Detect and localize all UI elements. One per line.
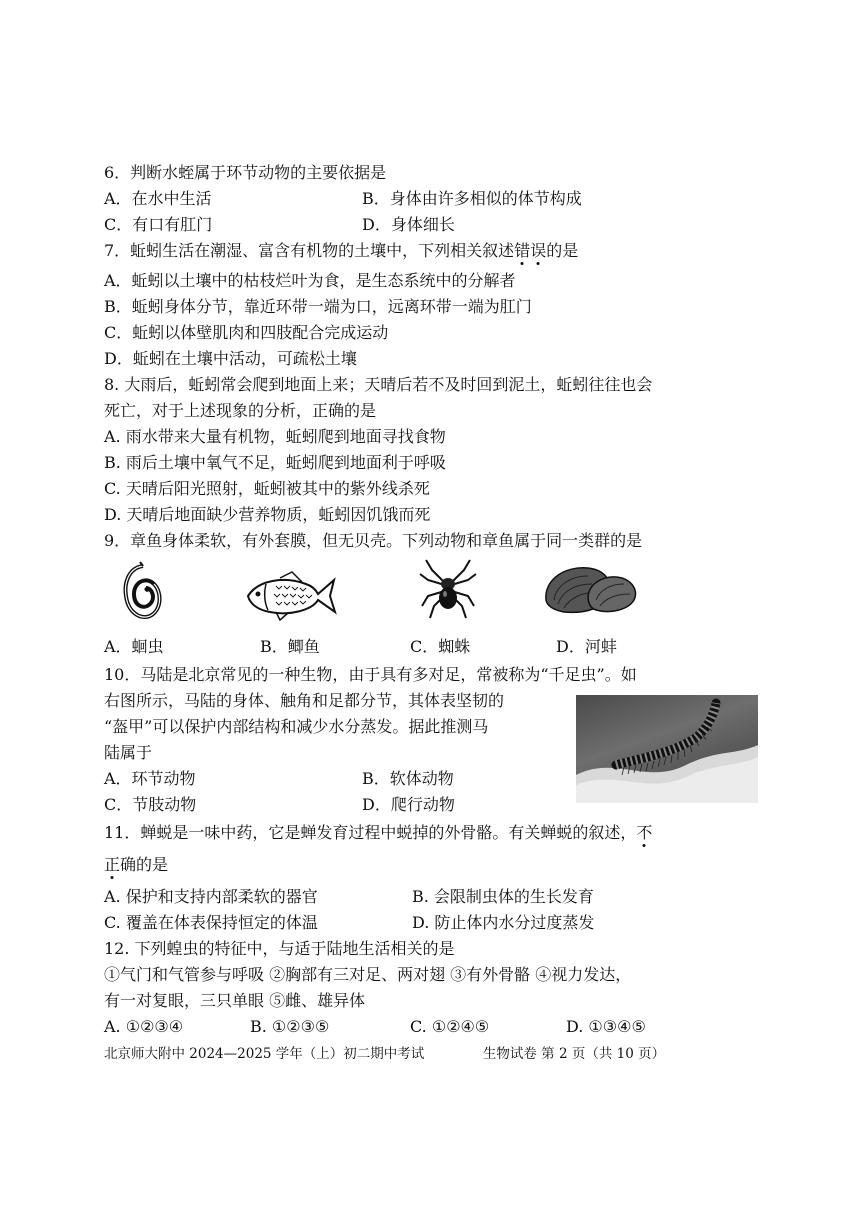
q11-option-a: A. 保护和支持内部柔软的器官	[104, 887, 318, 906]
q11-stem-pre: 11．蝉蜕是一味中药，它是蝉发育过程中蜕掉的外骨骼。有关蝉蜕的叙述，	[104, 823, 637, 842]
millipede-photo	[576, 695, 758, 803]
q12-features-line1: ①气门和气管参与呼吸 ②胸部有三对足、两对翅 ③有外骨骼 ④视力发达，	[104, 965, 632, 984]
footer-school: 北京师大附中 2024—2025 学年（上）初二期中考试	[104, 1046, 425, 1062]
q9-option-b: B．鲫鱼	[260, 637, 320, 656]
q10-option-d: D．爬行动物	[362, 795, 455, 814]
q11-stem-emphasis-2: 正	[104, 855, 121, 874]
crucian-carp-drawing	[240, 568, 338, 622]
q12-option-c: C. ①②④⑤	[410, 1017, 490, 1036]
millipede-photo-drawing	[576, 695, 758, 803]
q7-option-b: B．蚯蚓身体分节，靠近环带一端为口，远离环带一端为肛门	[104, 297, 532, 316]
q8-option-b: B. 雨后土壤中氧气不足，蚯蚓爬到地面利于呼吸	[104, 453, 446, 472]
q11-stem-post: 确的是	[120, 855, 169, 874]
q7-option-a: A．蚯蚓以土壤中的枯枝烂叶为食，是生态系统中的分解者	[104, 271, 516, 290]
q10-option-b: B．软体动物	[362, 769, 454, 788]
q9-stem: 9．章鱼身体柔软，有外套膜，但无贝壳。下列动物和章鱼属于同一类群的是	[104, 531, 643, 550]
q9-option-c: C．蜘蛛	[410, 637, 471, 656]
q12-option-b: B. ①②③⑤	[250, 1017, 330, 1036]
q10-stem-line4: 陆属于	[104, 743, 153, 762]
q11-stem-line1	[104, 822, 652, 844]
q6-option-c: C．有口有肛门	[104, 215, 213, 234]
q10-stem-line2: 右图所示，马陆的身体、触角和足都分节，其体表坚韧的	[104, 691, 505, 710]
q7-stem-pre: 7．蚯蚓生活在潮湿、富含有机物的土壤中，下列相关叙述	[104, 241, 515, 260]
q12-features-line2: 有一对复眼，三只单眼 ⑤雌、雄异体	[104, 991, 366, 1010]
q10-stem-line3: “盔甲”可以保护内部结构和减少水分蒸发。据此推测马	[104, 717, 489, 736]
q11-option-d: D. 防止体内水分过度蒸发	[412, 913, 595, 932]
q9-option-a: A．蛔虫	[104, 637, 164, 656]
q7-option-c: C．蚯蚓以体壁肌肉和四肢配合完成运动	[104, 323, 389, 342]
q8-option-c: C. 天晴后阳光照射，蚯蚓被其中的紫外线杀死	[104, 479, 430, 498]
roundworm-drawing	[118, 560, 168, 628]
river-mussel-drawing	[540, 560, 640, 620]
q6-option-a: A．在水中生活	[104, 189, 212, 208]
q11-option-b: B. 会限制虫体的生长发育	[412, 887, 594, 906]
q6-stem: 6．判断水蛭属于环节动物的主要依据是	[104, 163, 387, 182]
q12-stem: 12. 下列蝗虫的特征中，与适于陆地生活相关的是	[104, 939, 455, 958]
q10-option-c: C．节肢动物	[104, 795, 197, 814]
footer-paper: 生物试卷 第 2 页（共 10 页）	[482, 1046, 666, 1062]
q6-option-b: B．身体由许多相似的体节构成	[362, 189, 582, 208]
q7-stem	[104, 240, 578, 262]
q7-option-d: D．蚯蚓在土壤中活动，可疏松土壤	[104, 349, 357, 368]
q7-stem-emphasis-1: 错	[514, 241, 531, 260]
q8-option-d: D. 天晴后地面缺少营养物质，蚯蚓因饥饿而死	[104, 505, 431, 524]
q7-stem-emphasis-2: 误	[530, 241, 547, 260]
page-footer	[104, 1042, 665, 1062]
q11-stem-emphasis-1: 不	[636, 823, 653, 842]
q8-stem-line2: 死亡，对于上述现象的分析，正确的是	[104, 401, 377, 420]
q6-option-d: D．身体细长	[362, 215, 455, 234]
q11-stem-line2	[104, 854, 168, 876]
q11-option-c: C. 覆盖在体表保持恒定的体温	[104, 913, 318, 932]
q7-stem-post: 的是	[546, 241, 579, 260]
q12-option-d: D. ①③④⑤	[566, 1017, 646, 1036]
q12-option-a: A. ①②③④	[104, 1017, 184, 1036]
q10-stem-line1: 10．马陆是北京常见的一种生物，由于具有多对足，常被称为“千足虫”。如	[104, 665, 637, 684]
q9-option-d: D．河蚌	[556, 637, 617, 656]
q8-stem-line1: 8. 大雨后，蚯蚓常会爬到地面上来；天晴后若不及时回到泥土，蚯蚓往往也会	[104, 375, 653, 394]
q8-option-a: A. 雨水带来大量有机物，蚯蚓爬到地面寻找食物	[104, 427, 446, 446]
spider-drawing	[418, 556, 478, 622]
q10-option-a: A．环节动物	[104, 769, 196, 788]
